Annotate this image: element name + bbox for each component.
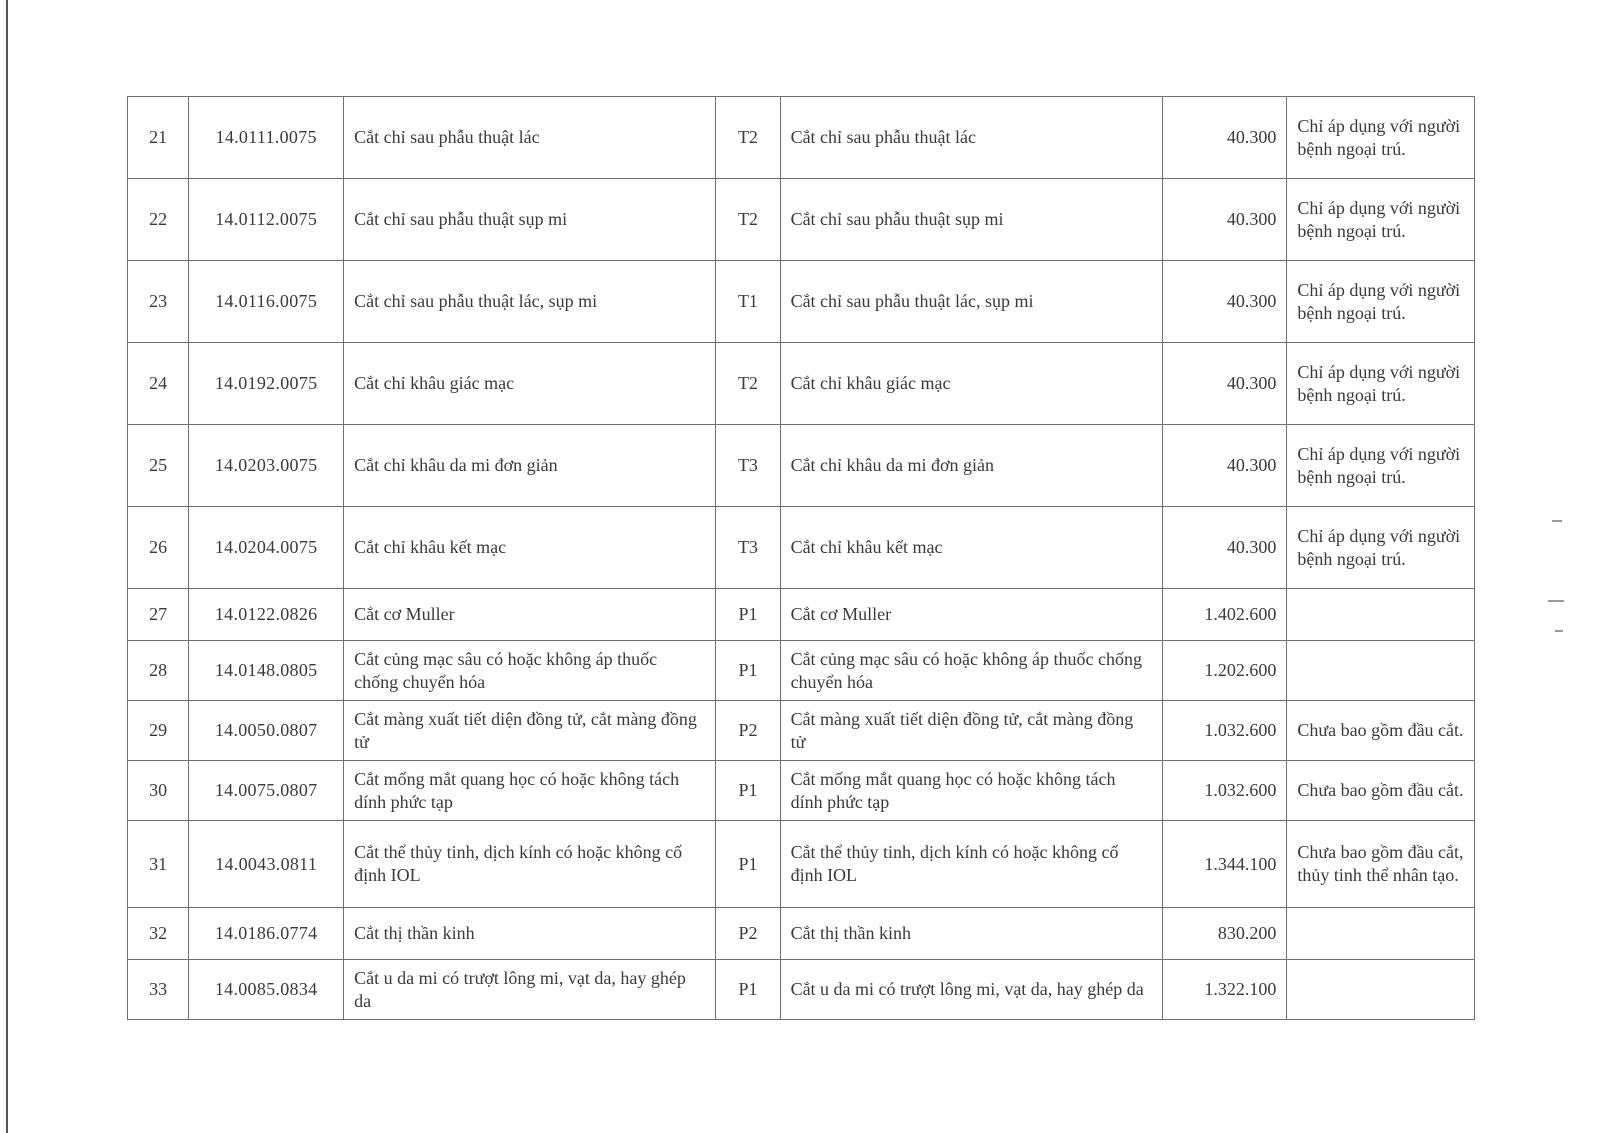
service-name: Cắt chỉ sau phẫu thuật lác xyxy=(344,97,716,179)
note xyxy=(1287,908,1475,960)
row-number: 28 xyxy=(128,641,189,701)
price-value: 40.300 xyxy=(1162,261,1286,343)
service-name: Cắt u da mi có trượt lông mi, vạt da, hay ghép da xyxy=(344,960,716,1020)
row-number: 29 xyxy=(128,701,189,761)
table-row xyxy=(128,641,1475,701)
service-code: 14.0050.0807 xyxy=(189,701,344,761)
row-number: 26 xyxy=(128,507,189,589)
service-name: Cắt chỉ sau phẫu thuật sụp mi xyxy=(344,179,716,261)
service-class: P1 xyxy=(716,589,780,641)
service-code: 14.0122.0826 xyxy=(189,589,344,641)
service-name: Cắt chỉ khâu kết mạc xyxy=(344,507,716,589)
price-service-name: Cắt chỉ sau phẫu thuật sụp mi xyxy=(780,179,1162,261)
price-value: 1.032.600 xyxy=(1162,701,1286,761)
note: Chưa bao gồm đầu cắt. xyxy=(1287,761,1475,821)
note: Chưa bao gồm đầu cắt. xyxy=(1287,701,1475,761)
service-code: 14.0085.0834 xyxy=(189,960,344,1020)
scan-left-edge xyxy=(6,0,8,1133)
note: Chỉ áp dụng với người bệnh ngoại trú. xyxy=(1287,343,1475,425)
service-class: P2 xyxy=(716,701,780,761)
service-price-table xyxy=(127,96,1475,1020)
service-class: T3 xyxy=(716,425,780,507)
row-number: 22 xyxy=(128,179,189,261)
price-value: 40.300 xyxy=(1162,97,1286,179)
service-code: 14.0203.0075 xyxy=(189,425,344,507)
price-value: 40.300 xyxy=(1162,343,1286,425)
service-class: P1 xyxy=(716,960,780,1020)
note: Chưa bao gồm đầu cắt, thủy tinh thể nhân tạo. xyxy=(1287,821,1475,908)
price-service-name: Cắt củng mạc sâu có hoặc không áp thuốc chống chuyển hóa xyxy=(780,641,1162,701)
price-value: 1.202.600 xyxy=(1162,641,1286,701)
service-class: P1 xyxy=(716,761,780,821)
service-class: P1 xyxy=(716,821,780,908)
note: Chỉ áp dụng với người bệnh ngoại trú. xyxy=(1287,97,1475,179)
service-name: Cắt màng xuất tiết diện đồng tử, cắt màng đồng tử xyxy=(344,701,716,761)
price-value: 40.300 xyxy=(1162,507,1286,589)
table-row xyxy=(128,97,1475,179)
row-number: 24 xyxy=(128,343,189,425)
note xyxy=(1287,960,1475,1020)
note: Chỉ áp dụng với người bệnh ngoại trú. xyxy=(1287,507,1475,589)
price-service-name: Cắt chỉ sau phẫu thuật lác xyxy=(780,97,1162,179)
note: Chỉ áp dụng với người bệnh ngoại trú. xyxy=(1287,425,1475,507)
service-code: 14.0186.0774 xyxy=(189,908,344,960)
table-row xyxy=(128,960,1475,1020)
price-service-name: Cắt u da mi có trượt lông mi, vạt da, hay ghép da xyxy=(780,960,1162,1020)
service-name: Cắt mống mắt quang học có hoặc không tách dính phức tạp xyxy=(344,761,716,821)
row-number: 32 xyxy=(128,908,189,960)
service-class: T2 xyxy=(716,97,780,179)
scan-mark xyxy=(1548,600,1564,602)
price-service-name: Cắt màng xuất tiết diện đồng tử, cắt màng đồng tử xyxy=(780,701,1162,761)
price-service-name: Cắt thị thần kinh xyxy=(780,908,1162,960)
table-row xyxy=(128,507,1475,589)
service-name: Cắt chỉ khâu da mi đơn giản xyxy=(344,425,716,507)
service-class: T2 xyxy=(716,179,780,261)
table-row xyxy=(128,343,1475,425)
table-row xyxy=(128,589,1475,641)
service-code: 14.0075.0807 xyxy=(189,761,344,821)
row-number: 33 xyxy=(128,960,189,1020)
service-code: 14.0112.0075 xyxy=(189,179,344,261)
service-code: 14.0043.0811 xyxy=(189,821,344,908)
table-row xyxy=(128,701,1475,761)
service-class: T3 xyxy=(716,507,780,589)
service-name: Cắt thị thần kinh xyxy=(344,908,716,960)
table-row xyxy=(128,425,1475,507)
row-number: 27 xyxy=(128,589,189,641)
service-name: Cắt chỉ khâu giác mạc xyxy=(344,343,716,425)
note xyxy=(1287,641,1475,701)
scan-mark xyxy=(1552,520,1562,522)
row-number: 21 xyxy=(128,97,189,179)
service-class: T2 xyxy=(716,343,780,425)
price-value: 40.300 xyxy=(1162,425,1286,507)
row-number: 30 xyxy=(128,761,189,821)
service-name: Cắt cơ Muller xyxy=(344,589,716,641)
row-number: 31 xyxy=(128,821,189,908)
price-value: 1.032.600 xyxy=(1162,761,1286,821)
service-code: 14.0111.0075 xyxy=(189,97,344,179)
price-value: 830.200 xyxy=(1162,908,1286,960)
service-name: Cắt chỉ sau phẫu thuật lác, sụp mi xyxy=(344,261,716,343)
note: Chỉ áp dụng với người bệnh ngoại trú. xyxy=(1287,261,1475,343)
price-value: 1.322.100 xyxy=(1162,960,1286,1020)
price-value: 1.402.600 xyxy=(1162,589,1286,641)
price-value: 1.344.100 xyxy=(1162,821,1286,908)
table-row xyxy=(128,179,1475,261)
price-service-name: Cắt chỉ sau phẫu thuật lác, sụp mi xyxy=(780,261,1162,343)
service-class: P2 xyxy=(716,908,780,960)
price-service-name: Cắt chỉ khâu kết mạc xyxy=(780,507,1162,589)
service-code: 14.0204.0075 xyxy=(189,507,344,589)
price-service-name: Cắt cơ Muller xyxy=(780,589,1162,641)
table-row xyxy=(128,261,1475,343)
price-service-name: Cắt thể thủy tinh, dịch kính có hoặc không cố định IOL xyxy=(780,821,1162,908)
note xyxy=(1287,589,1475,641)
price-value: 40.300 xyxy=(1162,179,1286,261)
service-code: 14.0116.0075 xyxy=(189,261,344,343)
service-class: T1 xyxy=(716,261,780,343)
price-service-name: Cắt chỉ khâu da mi đơn giản xyxy=(780,425,1162,507)
service-code: 14.0192.0075 xyxy=(189,343,344,425)
service-name: Cắt thể thủy tinh, dịch kính có hoặc không cố định IOL xyxy=(344,821,716,908)
service-code: 14.0148.0805 xyxy=(189,641,344,701)
price-service-name: Cắt mống mắt quang học có hoặc không tách dính phức tạp xyxy=(780,761,1162,821)
table-row xyxy=(128,908,1475,960)
service-name: Cắt củng mạc sâu có hoặc không áp thuốc chống chuyển hóa xyxy=(344,641,716,701)
price-service-name: Cắt chỉ khâu giác mạc xyxy=(780,343,1162,425)
table-row xyxy=(128,761,1475,821)
row-number: 23 xyxy=(128,261,189,343)
row-number: 25 xyxy=(128,425,189,507)
scan-mark xyxy=(1555,630,1563,632)
note: Chỉ áp dụng với người bệnh ngoại trú. xyxy=(1287,179,1475,261)
table-row xyxy=(128,821,1475,908)
service-class: P1 xyxy=(716,641,780,701)
